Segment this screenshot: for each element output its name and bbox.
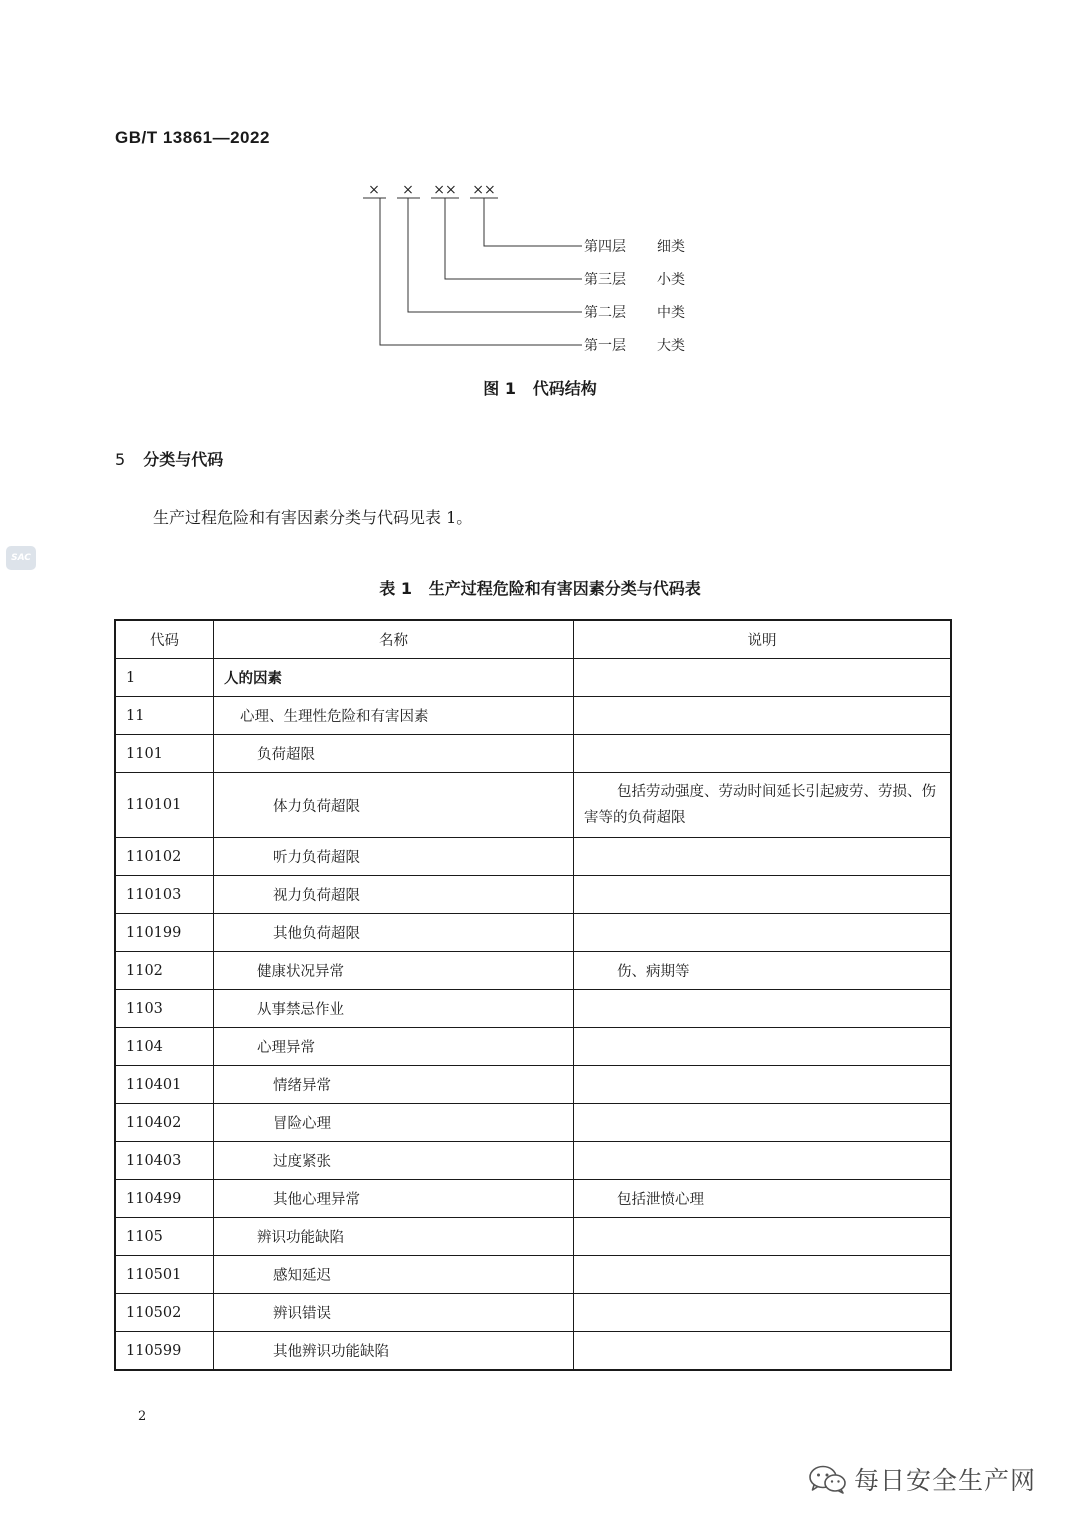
intro-paragraph: 生产过程危险和有害因素分类与代码见表 1。: [153, 508, 473, 527]
cell-note: [574, 735, 952, 773]
cell-name: 辨识错误: [214, 1294, 574, 1332]
header-code: 代码: [115, 620, 214, 659]
section-title: 分类与代码: [143, 450, 224, 469]
cell-name: 感知延迟: [214, 1256, 574, 1294]
cell-note: [574, 1332, 952, 1371]
cell-code: 1: [115, 659, 214, 697]
table-row: [115, 1218, 951, 1256]
cell-name: 辨识功能缺陷: [214, 1218, 574, 1256]
table-row: [115, 1294, 951, 1332]
category-label-3: 小类: [657, 272, 685, 288]
cell-code: 110501: [115, 1256, 214, 1294]
cell-name: 其他辨识功能缺陷: [214, 1332, 574, 1371]
cell-note: 包括泄愤心理: [574, 1180, 952, 1218]
figure-caption: 图 1 代码结构: [483, 379, 597, 398]
table-row: [115, 1332, 951, 1371]
code-mark-4: ××: [472, 182, 496, 198]
cell-name: 心理、生理性危险和有害因素: [214, 697, 574, 735]
table-row: [115, 876, 951, 914]
page-number: 2: [138, 1409, 147, 1424]
connector-level-1: [380, 198, 582, 345]
standard-number: GB/T 13861—2022: [115, 128, 270, 147]
cell-code: 110102: [115, 838, 214, 876]
cell-code: 110101: [115, 773, 214, 838]
cell-name: 从事禁忌作业: [214, 990, 574, 1028]
section-heading: [115, 447, 223, 470]
section-number: 5: [115, 450, 126, 469]
connector-level-4: [484, 198, 582, 246]
layer-label-2: 第二层: [584, 305, 626, 321]
table-row: [115, 697, 951, 735]
cell-name: 体力负荷超限: [214, 773, 574, 838]
category-label-2: 中类: [657, 305, 685, 321]
table-row: [115, 735, 951, 773]
connector-level-3: [445, 198, 582, 279]
cell-code: 110403: [115, 1142, 214, 1180]
sac-logo: SAC: [6, 546, 36, 570]
layer-label-3: 第三层: [584, 272, 626, 288]
cell-code: 110599: [115, 1332, 214, 1371]
cell-note: [574, 838, 952, 876]
cell-name: 健康状况异常: [214, 952, 574, 990]
table-row: [115, 1142, 951, 1180]
layer-label-4: 第四层: [584, 239, 626, 255]
table-row: [115, 914, 951, 952]
cell-code: 110103: [115, 876, 214, 914]
cell-note: [574, 1104, 952, 1142]
cell-code: 110199: [115, 914, 214, 952]
cell-name: 负荷超限: [214, 735, 574, 773]
cell-note: [574, 876, 952, 914]
code-structure-diagram: [360, 176, 700, 361]
cell-name: 心理异常: [214, 1028, 574, 1066]
cell-name: 冒险心理: [214, 1104, 574, 1142]
code-mark-1: ×: [368, 182, 380, 198]
cell-code: 1104: [115, 1028, 214, 1066]
table-row: [115, 659, 951, 697]
table-caption: 表 1 生产过程危险和有害因素分类与代码表: [379, 579, 701, 598]
cell-note: [574, 1218, 952, 1256]
cell-name: 人的因素: [214, 659, 574, 697]
category-label-4: 细类: [657, 239, 685, 255]
cell-name: 情绪异常: [214, 1066, 574, 1104]
cell-code: 1102: [115, 952, 214, 990]
connector-level-2: [408, 198, 582, 312]
header-note: 说明: [574, 620, 952, 659]
table-row: [115, 1180, 951, 1218]
code-mark-3: ××: [433, 182, 457, 198]
cell-note: [574, 1256, 952, 1294]
cell-note: [574, 659, 952, 697]
watermark-text: 每日安全生产网: [854, 1466, 1037, 1495]
cell-note: 伤、病期等: [574, 952, 952, 990]
table-row: [115, 1028, 951, 1066]
cell-code: 1105: [115, 1218, 214, 1256]
cell-code: 1101: [115, 735, 214, 773]
table-row: [115, 1066, 951, 1104]
code-mark-2: ×: [402, 182, 414, 198]
cell-note: [574, 914, 952, 952]
cell-name: 其他负荷超限: [214, 914, 574, 952]
cell-code: 110499: [115, 1180, 214, 1218]
cell-note: [574, 1028, 952, 1066]
category-label-1: 大类: [657, 338, 685, 354]
table-header-row: [115, 620, 951, 659]
cell-name: 过度紧张: [214, 1142, 574, 1180]
note-text: 包括劳动强度、劳动时间延长引起疲劳、劳损、伤害等的负荷超限: [584, 784, 936, 826]
cell-note: [574, 990, 952, 1028]
header-name: 名称: [214, 620, 574, 659]
cell-note: [574, 1066, 952, 1104]
table-row: [115, 1256, 951, 1294]
cell-note: [574, 773, 952, 838]
watermark: [808, 1461, 1036, 1497]
cell-code: 110502: [115, 1294, 214, 1332]
cell-note: [574, 1142, 952, 1180]
cell-code: 11: [115, 697, 214, 735]
cell-name: 其他心理异常: [214, 1180, 574, 1218]
cell-code: 110402: [115, 1104, 214, 1142]
cell-note: [574, 1294, 952, 1332]
table-row: [115, 773, 951, 838]
cell-code: 1103: [115, 990, 214, 1028]
table-row: [115, 1104, 951, 1142]
cell-code: 110401: [115, 1066, 214, 1104]
cell-note: [574, 697, 952, 735]
cell-name: 听力负荷超限: [214, 838, 574, 876]
cell-name: 视力负荷超限: [214, 876, 574, 914]
wechat-icon: [808, 1464, 848, 1494]
table-row: [115, 990, 951, 1028]
layer-label-1: 第一层: [584, 338, 626, 354]
table-row: [115, 838, 951, 876]
hazard-code-table: [114, 619, 952, 1371]
table-row: [115, 952, 951, 990]
